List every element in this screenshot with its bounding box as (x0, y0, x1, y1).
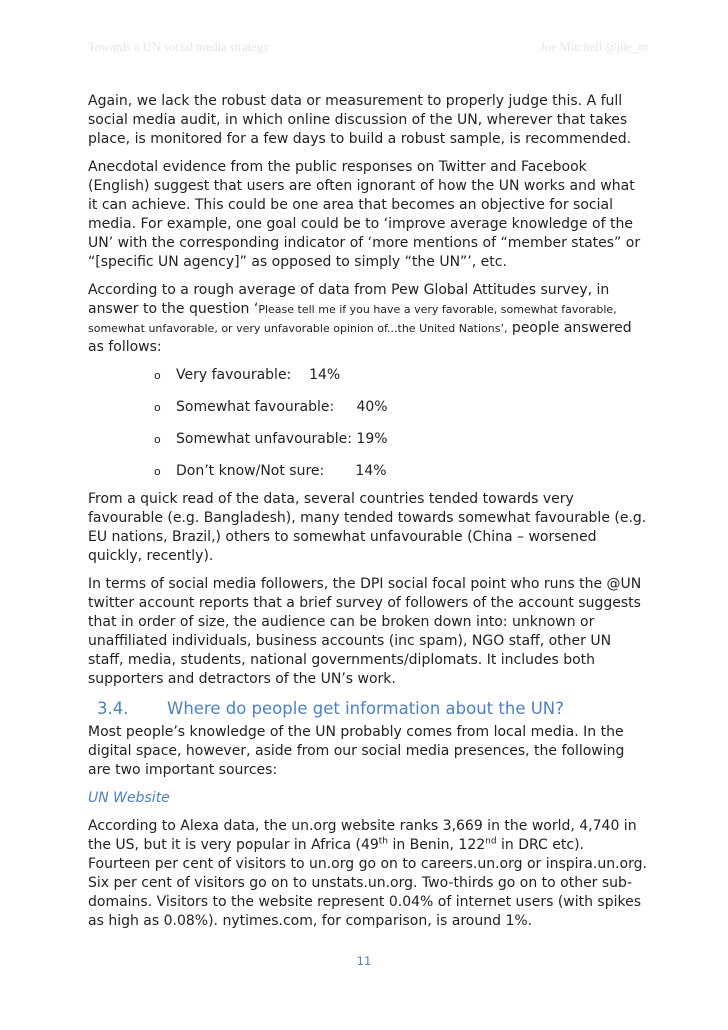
pew-survey-question: Please tell me if you have a very favorable, somewhat favorable, somewhat unfavorable, or very unfavorable opinion of...the United Nations’, (88, 303, 617, 335)
pew-intro-text: According to a rough average of data from Pew Global Attitudes survey, in answer to the question ‘ (88, 282, 610, 317)
running-header (88, 40, 648, 55)
section-title: Where do people get information about the UN? (167, 699, 564, 718)
alexa-text-part-2: in Benin, 122 (388, 837, 486, 853)
paragraph-anecdotal-evidence: Anecdotal evidence from the public responses on Twitter and Facebook (English) suggest that users are often ignorant of how the UN works and what it can achieve. This could be one area that becomes an objective for social media. For example, one goal could be to ‘improve average knowledge of the UN’ with the corresponding indicator of ‘more mentions of “member states” or “[specific UN agency]” as opposed to simply “the UN”’, etc. (88, 159, 641, 270)
section-number: 3.4. (97, 699, 129, 718)
paragraph-social-followers: In terms of social media followers, the DPI social focal point who runs the @UN twitter account reports that a brief survey of followers of the account suggests that in order of size, the audience can be broken down into: unknown or unaffiliated individuals, business accounts (inc spam), NGO staff, other UN staff, media, students, national governments/diplomats. It includes both supporters and detractors of the UN’s work. (88, 576, 642, 687)
paragraph-pew-survey (88, 281, 648, 357)
ordinal-suffix-th: th (378, 836, 389, 847)
pew-outro-text: people answered as follows: (88, 320, 632, 355)
page-body (88, 92, 648, 940)
page-number: 11 (356, 954, 372, 968)
survey-item-label: Somewhat favourable: (176, 399, 357, 415)
list-item (88, 366, 648, 385)
alexa-text-part-1: According to Alexa data, the un.org website ranks 3,669 in the world, 4,740 in the US, but it is very popular in Africa (49 (88, 818, 637, 853)
bullet-icon: o (154, 401, 161, 414)
paragraph-alexa-data (88, 817, 648, 931)
bullet-icon: o (154, 465, 161, 478)
survey-item-value: 14% (309, 367, 341, 383)
survey-item-label: Somewhat unfavourable: (176, 431, 357, 447)
ordinal-suffix-nd: nd (485, 836, 497, 847)
survey-item-label: Very favourable: (176, 367, 310, 383)
subheading-un-website: UN Website (88, 790, 170, 806)
survey-item-label: Don’t know/Not sure: (176, 463, 356, 479)
paragraph-information-sources: Most people’s knowledge of the UN probably comes from local media. In the digital space, however, aside from our social media presences, the following are two important sources: (88, 724, 625, 778)
survey-item-value: 40% (356, 399, 388, 415)
survey-item-value: 19% (356, 431, 388, 447)
bullet-icon: o (154, 369, 161, 382)
paragraph-country-trends: From a quick read of the data, several countries tended towards very favourable (e.g. Bangladesh), many tended towards somewhat favourable (e.g. EU nations, Brazil,) others to somewhat unfavourable (China – worsened quickly, recently). (88, 491, 647, 564)
header-document-title: Towards a UN social media strategy (88, 40, 270, 54)
survey-results-list (88, 366, 648, 481)
bullet-icon: o (154, 433, 161, 446)
list-item (88, 430, 648, 449)
list-item (88, 462, 648, 481)
list-item (88, 398, 648, 417)
survey-item-value: 14% (355, 463, 387, 479)
paragraph-measurement: Again, we lack the robust data or measurement to properly judge this. A full social media audit, in which online discussion of the UN, wherever that takes place, is monitored for a few days to build a robust sample, is recommended. (88, 93, 632, 147)
section-heading (88, 698, 648, 720)
alexa-text-part-3: in DRC etc). Fourteen per cent of visitors to un.org go on to careers.un.org or inspira.un.org. Six per cent of visitors go on to unstats.un.org. Two-thirds go on to other sub-domains. Visitors to the website represent 0.04% of internet users (with spikes as high as 0.08%). nytimes.com, for comparison, is around 1%. (88, 837, 647, 929)
header-author: Joe Mitchell @j0e_m (539, 40, 648, 54)
